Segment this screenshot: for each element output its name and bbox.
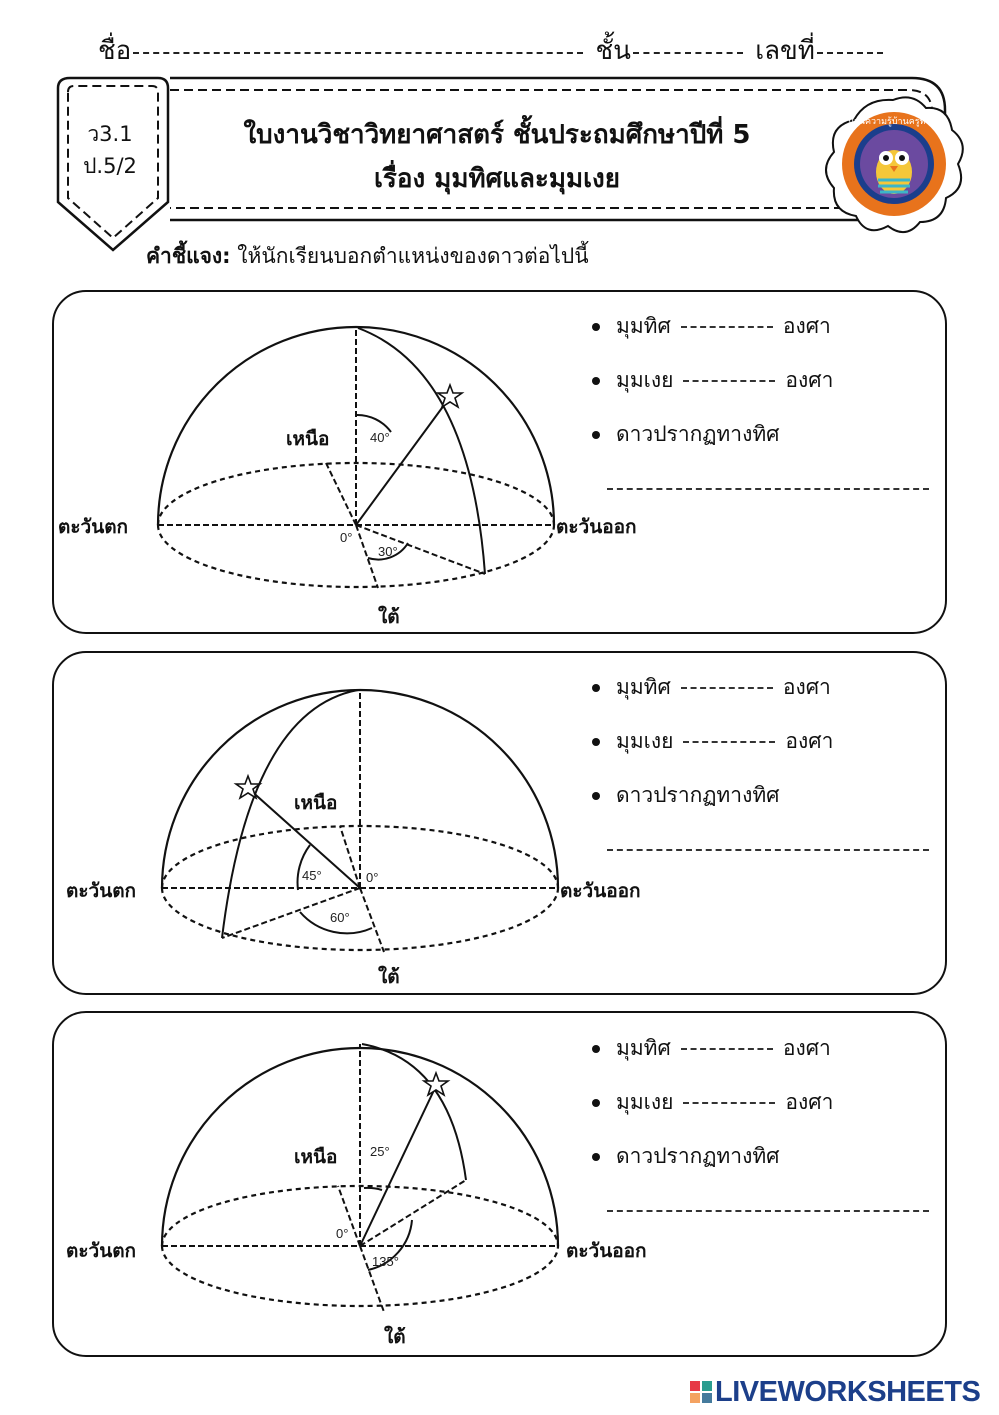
bullet-icon bbox=[592, 1045, 600, 1053]
unit-label: องศา bbox=[785, 1090, 834, 1114]
bullet-icon bbox=[592, 1153, 600, 1161]
number-label: เลขที่ bbox=[755, 36, 815, 66]
north-label: เหนือ bbox=[294, 1146, 338, 1168]
class-field[interactable] bbox=[633, 50, 743, 54]
direction-answer-field[interactable] bbox=[607, 1210, 929, 1212]
instructions-text: ให้นักเรียนบอกตำแหน่งของดาวต่อไปนี้ bbox=[237, 244, 589, 268]
direction-answer-field[interactable] bbox=[607, 849, 929, 851]
azimuth-label: มุมทิศ bbox=[616, 314, 671, 338]
azimuth-question bbox=[592, 1032, 831, 1065]
subject-badge bbox=[58, 118, 162, 182]
unit-label: องศา bbox=[782, 314, 831, 338]
south-label: ใต้ bbox=[378, 966, 400, 988]
school-logo bbox=[818, 92, 968, 262]
west-label: ตะวันตก bbox=[66, 880, 137, 902]
south-label: ใต้ bbox=[378, 606, 400, 628]
azimuth-answer-field[interactable] bbox=[681, 326, 773, 328]
direction-answer-field[interactable] bbox=[607, 488, 929, 490]
liveworksheets-watermark bbox=[690, 1376, 980, 1409]
direction-label: ดาวปรากฏทางทิศ bbox=[616, 783, 780, 807]
class-label: ชั้น bbox=[595, 36, 631, 66]
logo-text: บ้านความรู้บ้านครูท่าไร bbox=[848, 117, 940, 127]
celestial-diagram-3 bbox=[150, 1030, 570, 1340]
bullet-icon bbox=[592, 792, 600, 800]
instructions-label: คำชี้แจง: bbox=[146, 244, 231, 268]
title-line-2: เรื่อง มุมทิศและมุมเงย bbox=[374, 164, 620, 194]
origin-angle-label: 0° bbox=[336, 1226, 349, 1241]
east-label: ตะวันออก bbox=[560, 880, 641, 902]
azimuth-answer-field[interactable] bbox=[681, 1048, 773, 1050]
azimuth-question bbox=[592, 671, 831, 704]
student-info-line bbox=[98, 30, 887, 71]
bullet-icon bbox=[592, 684, 600, 692]
unit-label: องศา bbox=[785, 368, 834, 392]
watermark-text: LIVEWORKSHEETS bbox=[715, 1376, 981, 1408]
altitude-answer-field[interactable] bbox=[683, 380, 775, 382]
direction-question bbox=[592, 418, 780, 451]
azimuth-angle-label: 60° bbox=[330, 910, 350, 925]
azimuth-angle-label: 135° bbox=[372, 1254, 399, 1269]
altitude-label: มุมเงย bbox=[616, 729, 674, 753]
bullet-icon bbox=[592, 431, 600, 439]
unit-label: องศา bbox=[785, 729, 834, 753]
origin-angle-label: 0° bbox=[366, 870, 379, 885]
liveworksheets-logo-icon bbox=[690, 1381, 712, 1403]
badge-grade: ป.5/2 bbox=[83, 154, 137, 178]
east-label: ตะวันออก bbox=[566, 1240, 647, 1262]
name-label: ชื่อ bbox=[98, 36, 132, 66]
altitude-label: มุมเงย bbox=[616, 368, 674, 392]
azimuth-label: มุมทิศ bbox=[616, 1036, 671, 1060]
instructions bbox=[146, 240, 589, 273]
altitude-question bbox=[592, 725, 833, 758]
azimuth-question bbox=[592, 310, 831, 343]
west-label: ตะวันตก bbox=[66, 1240, 137, 1262]
unit-label: องศา bbox=[782, 675, 831, 699]
title-line-1: ใบงานวิชาวิทยาศาสตร์ ชั้นประถมศึกษาปีที่ 5 bbox=[243, 120, 751, 150]
altitude-answer-field[interactable] bbox=[683, 1102, 775, 1104]
bullet-icon bbox=[592, 1099, 600, 1107]
direction-label: ดาวปรากฏทางทิศ bbox=[616, 422, 780, 446]
bullet-icon bbox=[592, 323, 600, 331]
name-field[interactable] bbox=[133, 50, 583, 54]
badge-code: ว3.1 bbox=[87, 122, 133, 146]
bullet-icon bbox=[592, 738, 600, 746]
direction-question bbox=[592, 779, 780, 812]
bullet-icon bbox=[592, 377, 600, 385]
altitude-angle-label: 45° bbox=[302, 868, 322, 883]
altitude-label: มุมเงย bbox=[616, 1090, 674, 1114]
origin-angle-label: 0° bbox=[340, 530, 353, 545]
north-label: เหนือ bbox=[286, 428, 330, 450]
altitude-angle-label: 40° bbox=[370, 430, 390, 445]
altitude-question bbox=[592, 1086, 833, 1119]
azimuth-answer-field[interactable] bbox=[681, 687, 773, 689]
altitude-question bbox=[592, 364, 833, 397]
altitude-angle-label: 25° bbox=[370, 1144, 390, 1159]
west-label: ตะวันตก bbox=[58, 516, 129, 538]
direction-label: ดาวปรากฏทางทิศ bbox=[616, 1144, 780, 1168]
unit-label: องศา bbox=[782, 1036, 831, 1060]
celestial-diagram-2 bbox=[150, 660, 570, 980]
celestial-diagram-1 bbox=[150, 300, 570, 620]
azimuth-angle-label: 30° bbox=[378, 544, 398, 559]
number-field[interactable] bbox=[817, 50, 883, 54]
east-label: ตะวันออก bbox=[556, 516, 637, 538]
south-label: ใต้ bbox=[384, 1326, 406, 1348]
direction-question bbox=[592, 1140, 780, 1173]
north-label: เหนือ bbox=[294, 792, 338, 814]
azimuth-label: มุมทิศ bbox=[616, 675, 671, 699]
altitude-answer-field[interactable] bbox=[683, 741, 775, 743]
